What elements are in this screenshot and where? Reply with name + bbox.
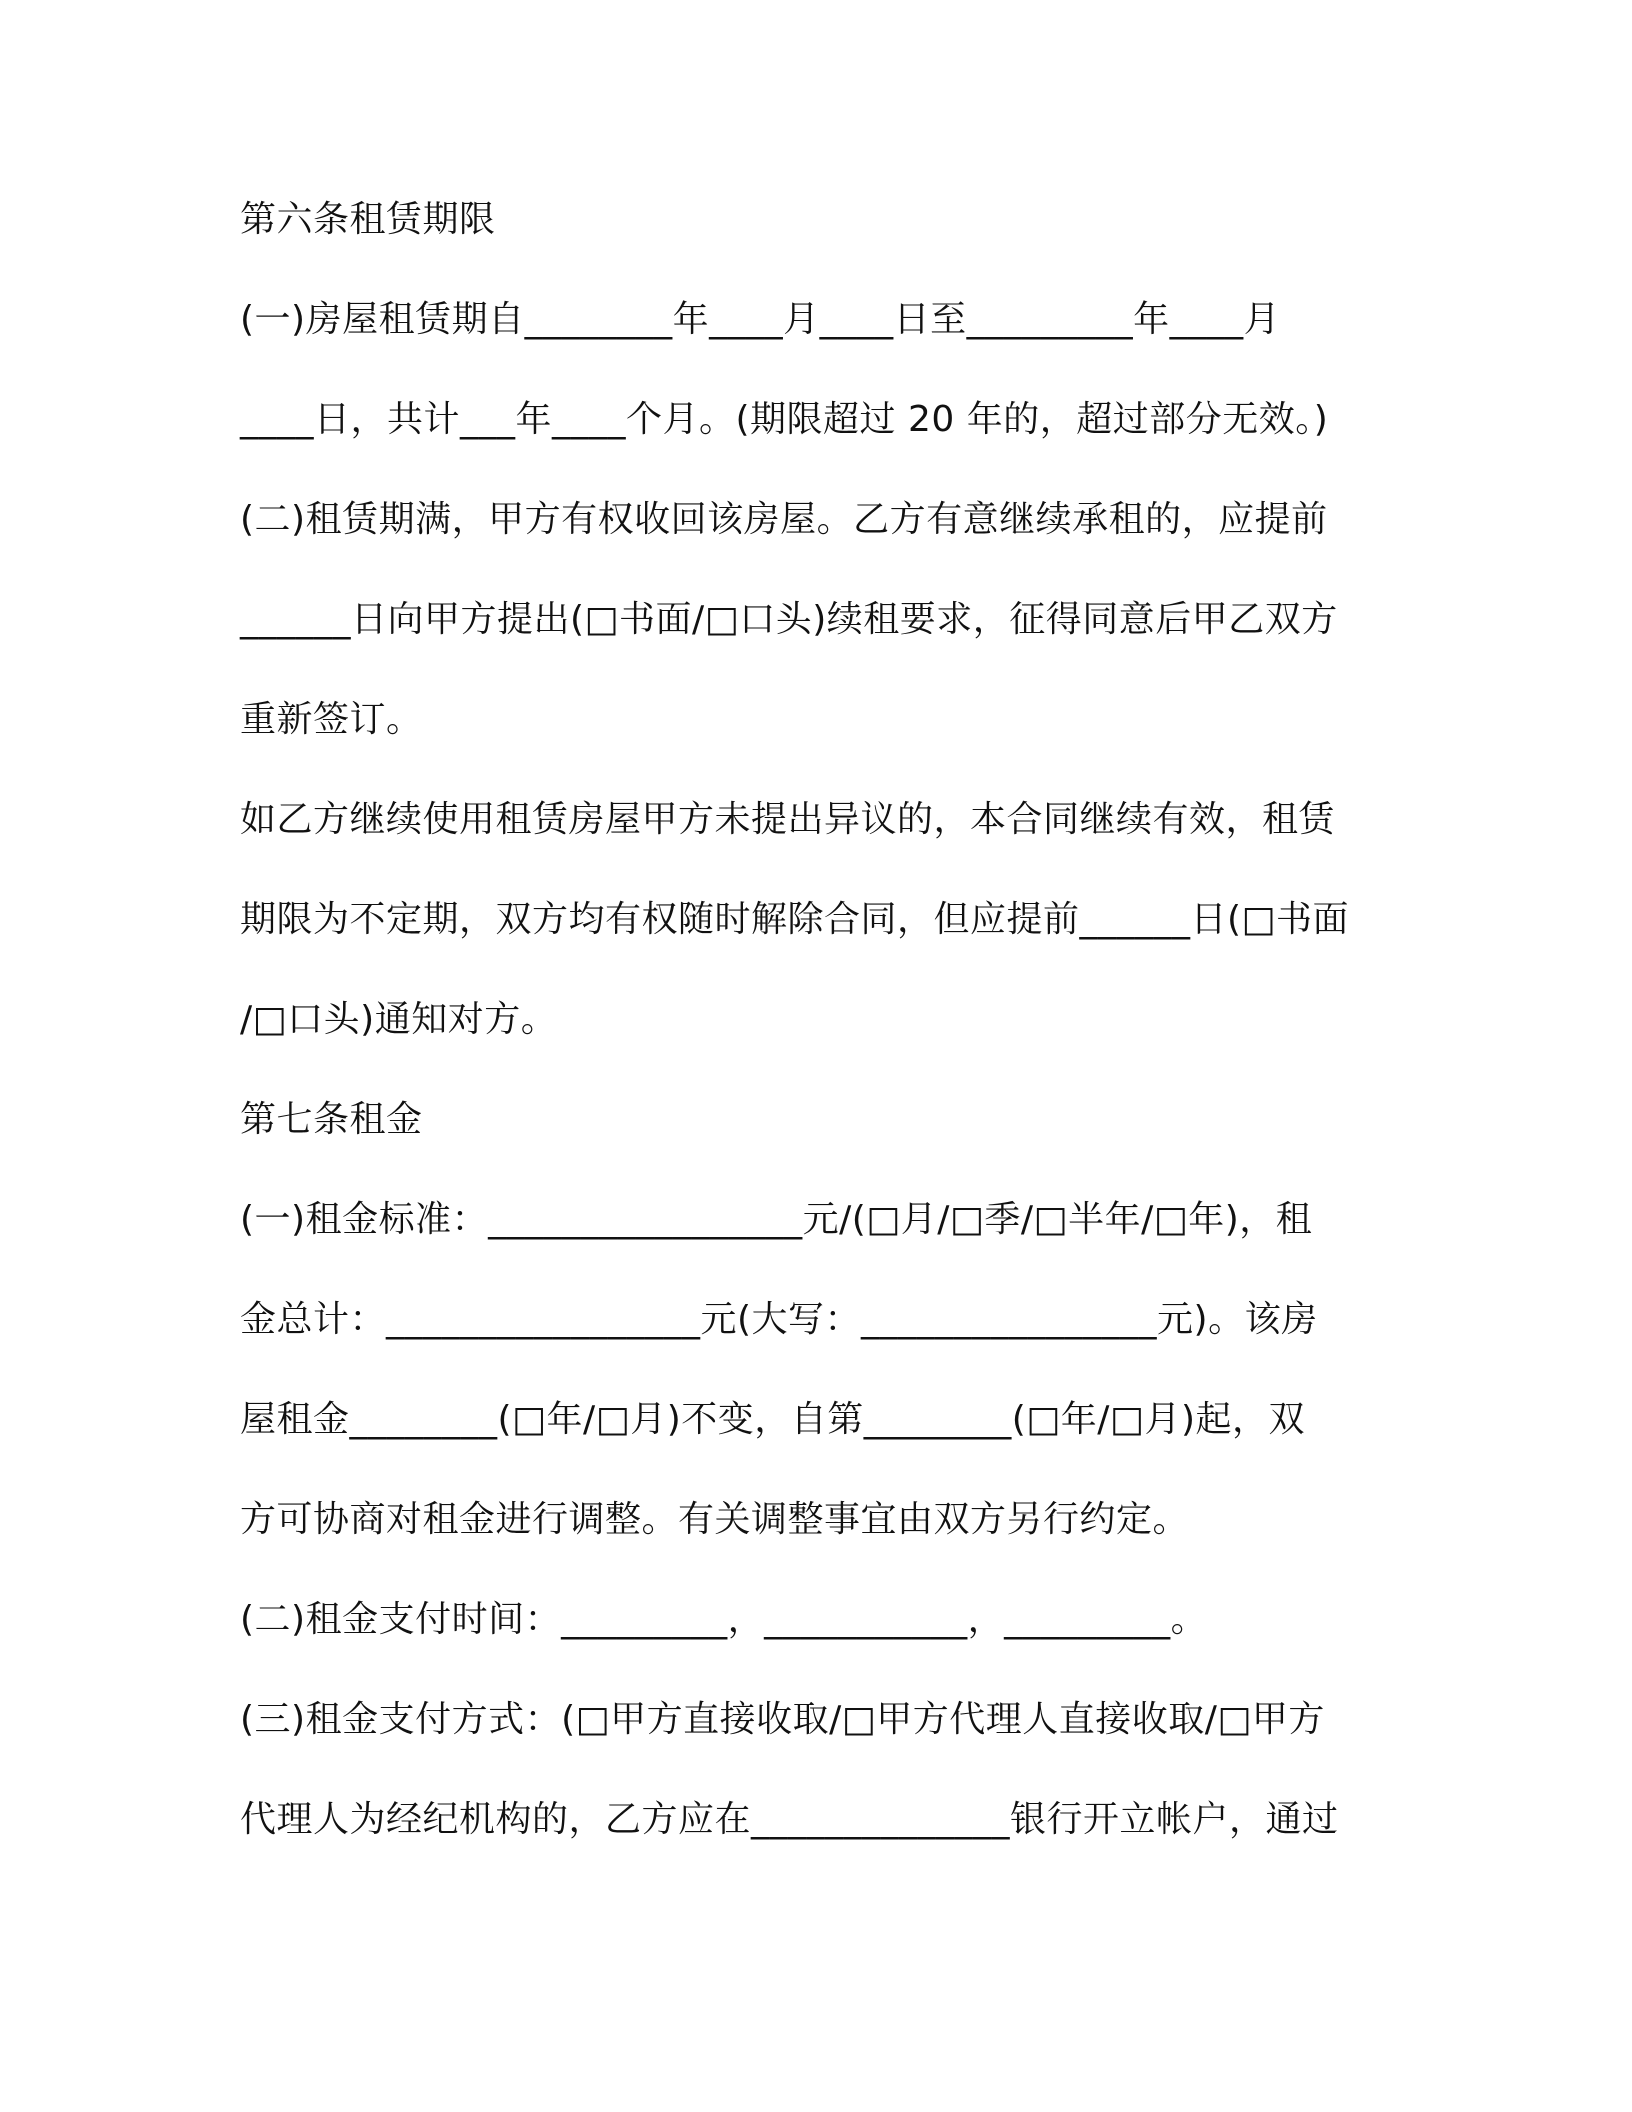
paragraph-line: (三)租金支付方式：(□甲方直接收取/□甲方代理人直接收取/□甲方 — [240, 1699, 1325, 1740]
paragraph-line: 重新签订。 — [240, 699, 423, 740]
paragraph-line: (二)租金支付时间：_________，___________，_________。 — [240, 1599, 1208, 1640]
article-heading: 第七条租金 — [240, 1099, 423, 1140]
paragraph-line: (一)房屋租赁期自________年____月____日至_________年____月 — [240, 299, 1281, 340]
paragraph-line: 如乙方继续使用租赁房屋甲方未提出异议的，本合同继续有效，租赁 — [240, 799, 1336, 840]
paragraph-line: 方可协商对租金进行调整。有关调整事宜由双方另行约定。 — [240, 1499, 1190, 1540]
paragraph-line: (二)租赁期满，甲方有权收回该房屋。乙方有意继续承租的，应提前 — [240, 499, 1328, 540]
paragraph-line: 代理人为经纪机构的，乙方应在______________银行开立帐户，通过 — [240, 1799, 1339, 1840]
paragraph-line: 期限为不定期，双方均有权随时解除合同，但应提前______日(□书面 — [240, 899, 1350, 940]
paragraph-line: (一)租金标准：_________________元/(□月/□季/□半年/□年)，租 — [240, 1199, 1313, 1240]
paragraph-line: 屋租金________(□年/□月)不变，自第________(□年/□月)起，双 — [240, 1399, 1305, 1440]
paragraph-line: ______日向甲方提出(□书面/□口头)续租要求，征得同意后甲乙双方 — [240, 599, 1338, 640]
article-heading: 第六条租赁期限 — [240, 199, 496, 240]
paragraph-line: ____日，共计___年____个月。(期限超过 20 年的，超过部分无效。) — [240, 399, 1329, 440]
paragraph-line: 金总计：_________________元(大写：________________元)。该房 — [240, 1299, 1318, 1340]
paragraph-line: /□口头)通知对方。 — [240, 999, 558, 1040]
